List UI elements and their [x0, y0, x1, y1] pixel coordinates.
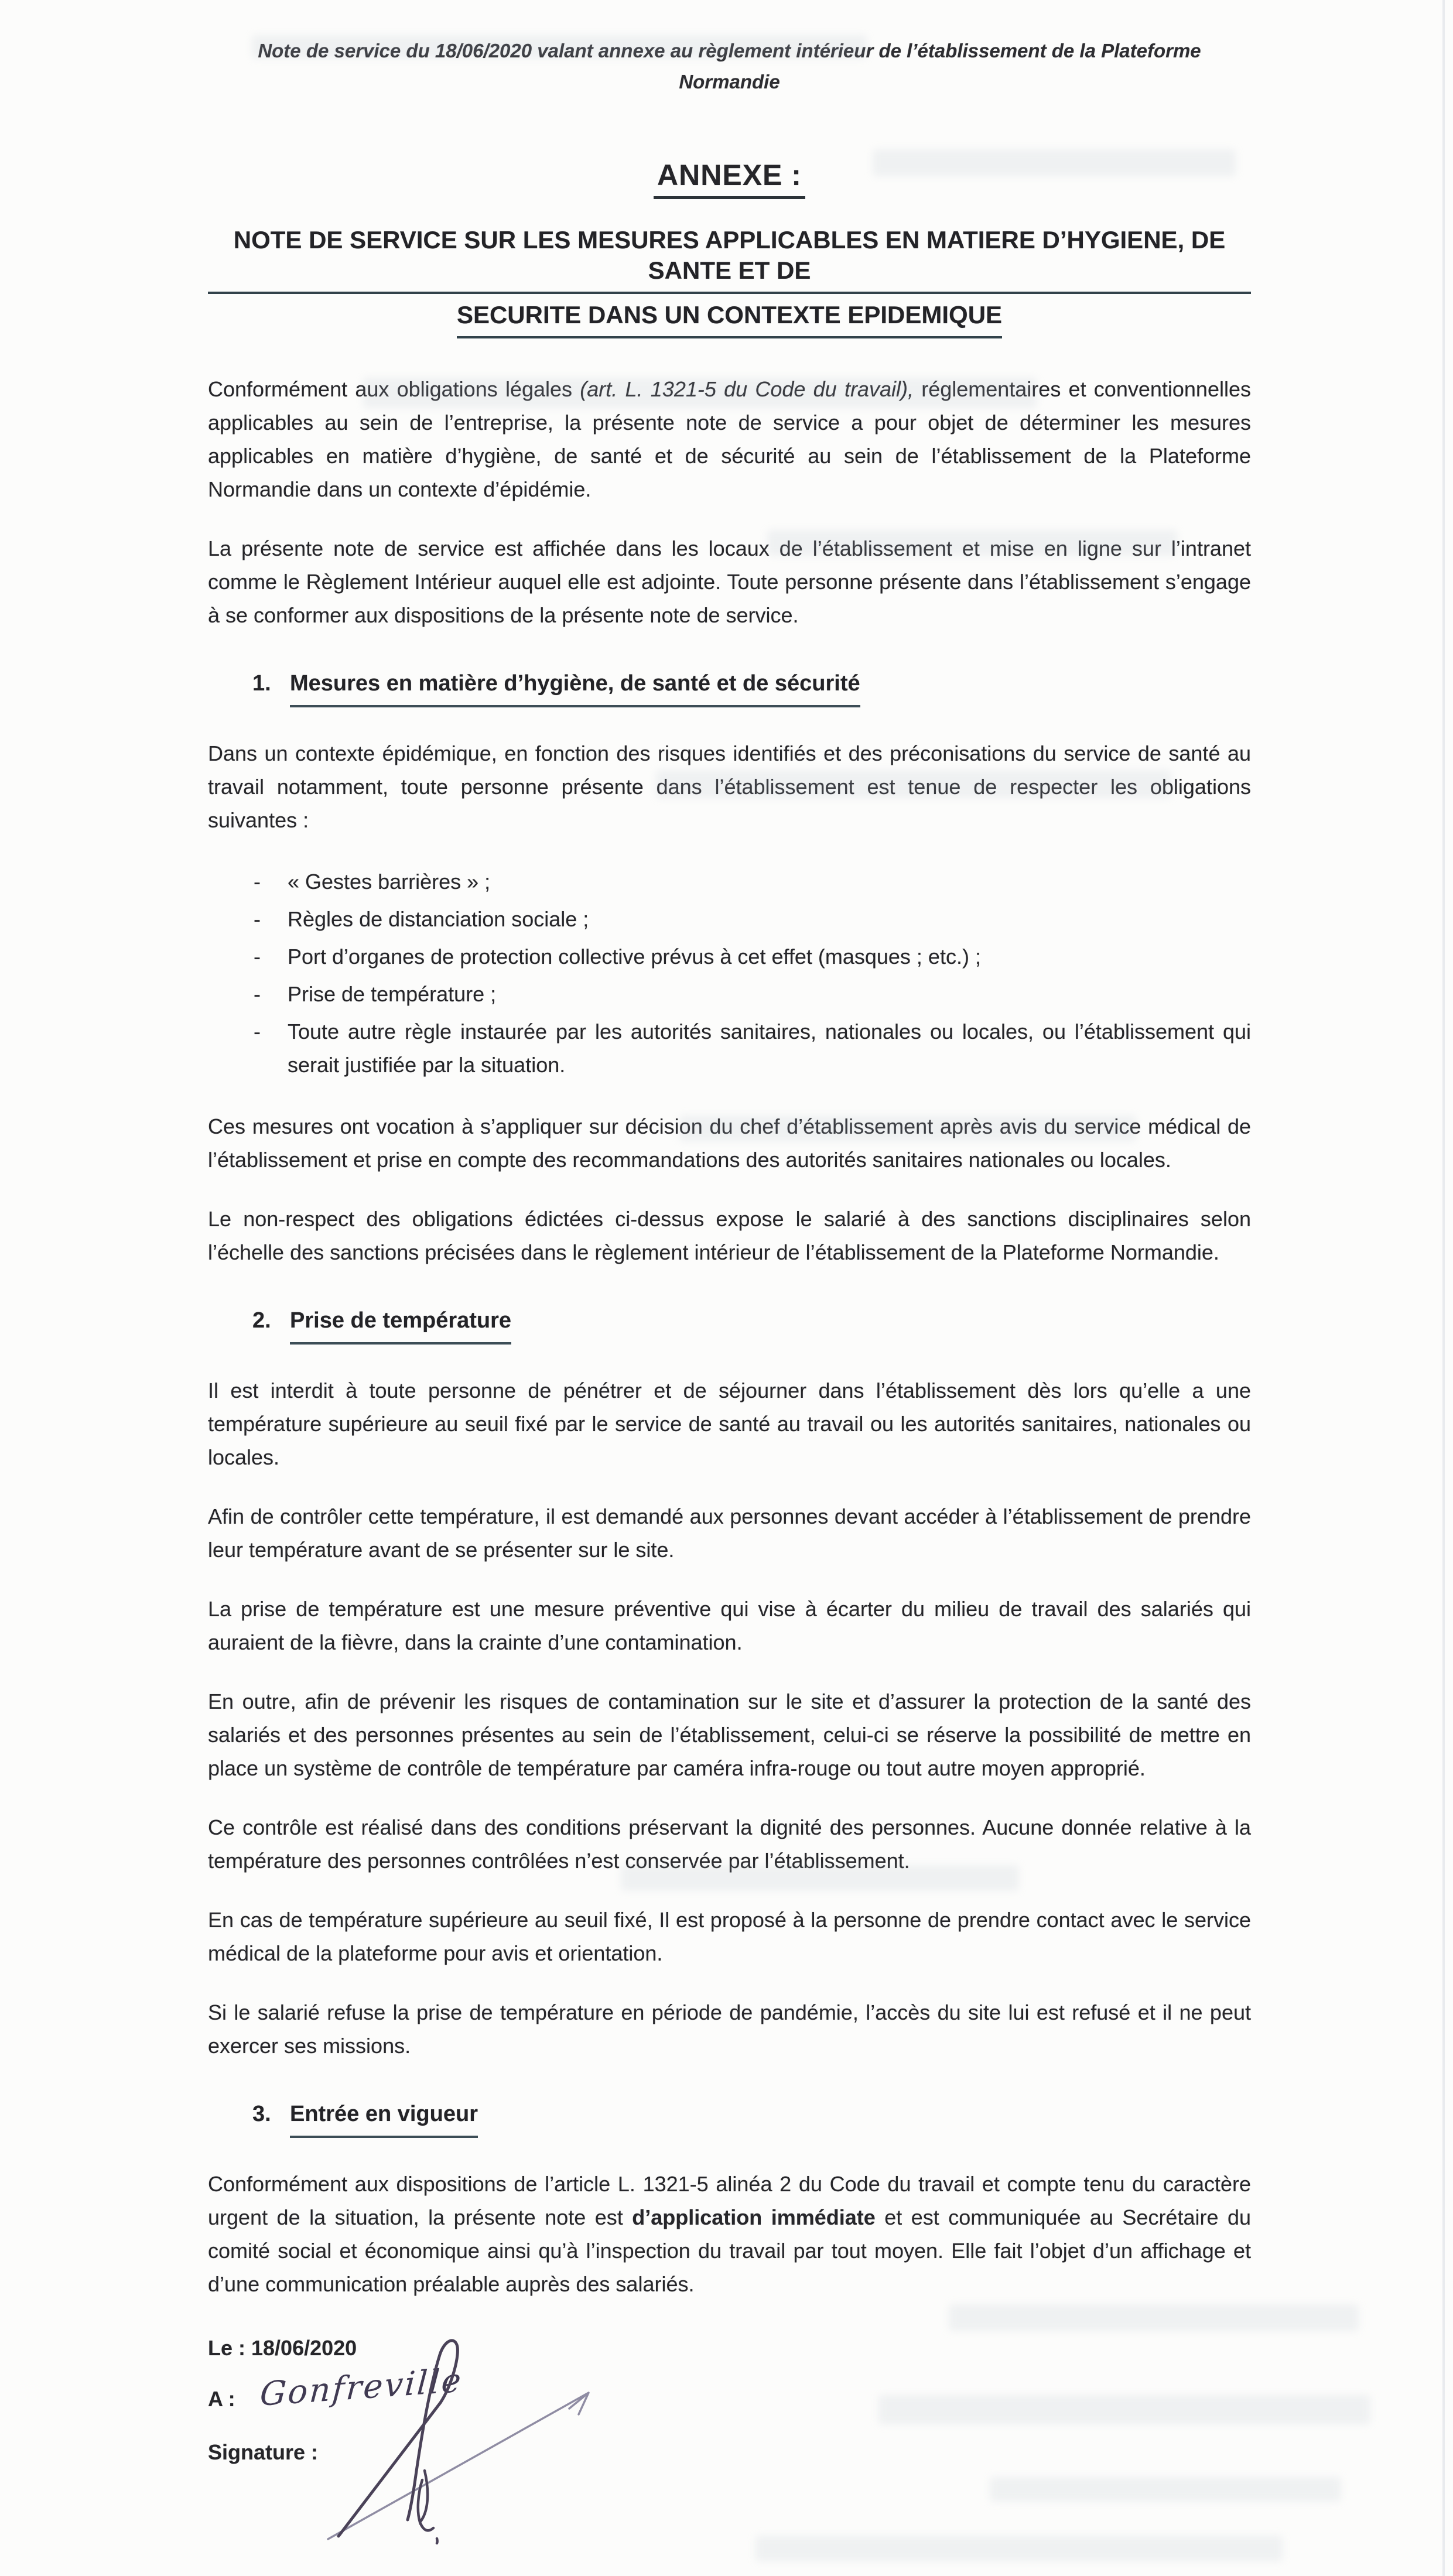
section1-paragraph-3: Le non-respect des obligations édictées ci-dessus expose le salarié à des sanctions disciplinaires selon l’échelle des sanctions précisées dans le règlement intérieur de l’établissement de la Plateforme Normandie. [208, 1207, 1251, 1264]
handwritten-place: Gonfreville [258, 2361, 464, 2414]
section1-heading [252, 667, 1251, 707]
list-item [254, 1015, 1251, 1082]
section2-paragraph-1: Il est interdit à toute personne de pénétrer et de séjourner dans l’établissement dès lors qu’elle a une température supérieure au seuil fixé par le service de santé au travail ou les autorités sanitaires, nationales ou locales. [208, 1378, 1251, 1469]
signature-block [208, 2331, 1251, 2469]
bullet-text: Prise de température ; [288, 982, 497, 1006]
bullet-marker: - [254, 945, 261, 969]
list-item [254, 977, 1251, 1011]
section3-number: 3. [252, 2102, 271, 2126]
annexe-title-text: ANNEXE : [654, 159, 805, 199]
section3-heading-text: Entrée en vigueur [290, 2098, 478, 2138]
bullet-marker: - [254, 1020, 261, 1044]
intro-p1-pre: Conformément aux obligations légales [208, 377, 580, 401]
intro-p1-legal-ref: (art. L. 1321-5 du Code du travail), [580, 377, 914, 401]
section2-paragraph-7: Si le salarié refuse la prise de température en période de pandémie, l’accès du site lui est refusé et il ne peut exercer ses missions. [208, 2000, 1251, 2058]
section3-paragraph-1 [208, 2167, 1251, 2301]
section1-bullet-list [254, 865, 1251, 1082]
document-body [208, 372, 1251, 2469]
document-title [208, 225, 1251, 344]
header-note-line2: Normandie [679, 71, 780, 93]
place-label: A : [208, 2387, 235, 2411]
section3-p1-emphasis: d’application immédiate [632, 2205, 876, 2229]
list-item [254, 865, 1251, 898]
date-line: Le : 18/06/2020 [208, 2336, 357, 2360]
section2-heading [252, 1304, 1251, 1345]
bullet-marker: - [254, 870, 261, 894]
bullet-text: « Gestes barrières » ; [288, 870, 491, 894]
section2-paragraph-4: En outre, afin de prévenir les risques de contamination sur le site et d’assurer la protection de la santé des salariés et des personnes présentes au sein de l’établissement, celui-ci se réserve la possibilité de mettre en place un système de contrôle de température par caméra infra-rouge ou tout autre moyen approprié. [208, 1689, 1251, 1780]
intro-paragraph-2: La présente note de service est affichée dans les locaux de l’établissement et mise en ligne sur l’intranet comme le Règlement Intérieur auquel elle est adjointe. Toute personne présente dans l’établissement s’engage à se conformer aux dispositions de la présente note de service. [208, 536, 1251, 627]
header-note-line1: Note de service du 18/06/2020 valant annexe au règlement intérieur de l’établissement de la Plateforme [258, 40, 1201, 61]
section3-p1-post: et est communiquée au Secrétaire du comité social et économique ainsi qu’à l’inspection du travail par tout moyen. Elle fait l’objet d’un affichage et d’une communication préalable auprès des salariés. [208, 2205, 1252, 2296]
place-row [208, 2361, 1251, 2416]
header-note [214, 35, 1245, 97]
scan-artifact [755, 2536, 1283, 2561]
section3-p1-pre: Conformément aux dispositions de l’article L. 1321-5 alinéa 2 du Code du travail et compte tenu du caractère urgent de la situation, la présente note est [208, 2172, 1251, 2229]
bullet-marker: - [254, 982, 261, 1006]
bullet-text: Port d’organes de protection collective prévus à cet effet (masques ; etc.) ; [288, 945, 981, 969]
section2-paragraph-3: La prise de température est une mesure préventive qui vise à écarter du milieu de travail des salariés qui auraient de la fièvre, dans la crainte d’une contamination. [208, 1597, 1251, 1654]
document-title-line1: NOTE DE SERVICE SUR LES MESURES APPLICABLES EN MATIERE D’HYGIENE, DE SANTE ET DE [208, 225, 1251, 294]
section2-paragraph-5: Ce contrôle est réalisé dans des conditions préservant la dignité des personnes. Aucune donnée relative à la température des personnes contrôlées n’est conservée par l’établissement. [208, 1815, 1251, 1873]
annexe-title [208, 158, 1251, 192]
scan-edge-line [1442, 0, 1445, 2576]
bullet-text: Toute autre règle instaurée par les autorités sanitaires, nationales ou locales, ou l’établissement qui serait justifiée par la situation. [288, 1020, 1251, 1077]
section1-heading-text: Mesures en matière d’hygiène, de santé et de sécurité [290, 667, 860, 707]
document-title-line2: SECURITE DANS UN CONTEXTE EPIDEMIQUE [457, 300, 1002, 338]
bullet-text: Règles de distanciation sociale ; [288, 907, 589, 931]
section1-paragraph-2: Ces mesures ont vocation à s’appliquer sur décision du chef d’établissement après avis du service médical de l’établissement et prise en compte des recommandations des autorités sanitaires nationales ou locales. [208, 1114, 1251, 1172]
section2-number: 2. [252, 1308, 271, 1333]
signature-label: Signature : [208, 2440, 319, 2464]
list-item [254, 940, 1251, 973]
intro-paragraph-1 [208, 372, 1251, 506]
section1-intro: Dans un contexte épidémique, en fonction des risques identifiés et des préconisations du service de santé au travail notamment, toute personne présente dans l’établissement est tenue de respecter les obligations suivantes : [208, 741, 1251, 832]
scan-artifact [990, 2477, 1341, 2502]
section1-number: 1. [252, 671, 271, 696]
section2-heading-text: Prise de température [290, 1304, 511, 1345]
bullet-marker: - [254, 907, 261, 931]
section2-paragraph-2: Afin de contrôler cette température, il est demandé aux personnes devant accéder à l’établissement de prendre leur température avant de se présenter sur le site. [208, 1504, 1251, 1562]
list-item [254, 902, 1251, 936]
section2-paragraph-6: En cas de température supérieure au seuil fixé, Il est proposé à la personne de prendre contact avec le service médical de la plateforme pour avis et orientation. [208, 1908, 1251, 1965]
intro-p1-post: réglementaires et conventionnelles applicables au sein de l’entreprise, la présente note de service a pour objet de déterminer les mesures applicables en matière d’hygiène, de santé et de sécurité au sein de l’établissement de la Plateforme Normandie dans un contexte d’épidémie. [208, 377, 1251, 501]
section3-heading [252, 2098, 1251, 2138]
